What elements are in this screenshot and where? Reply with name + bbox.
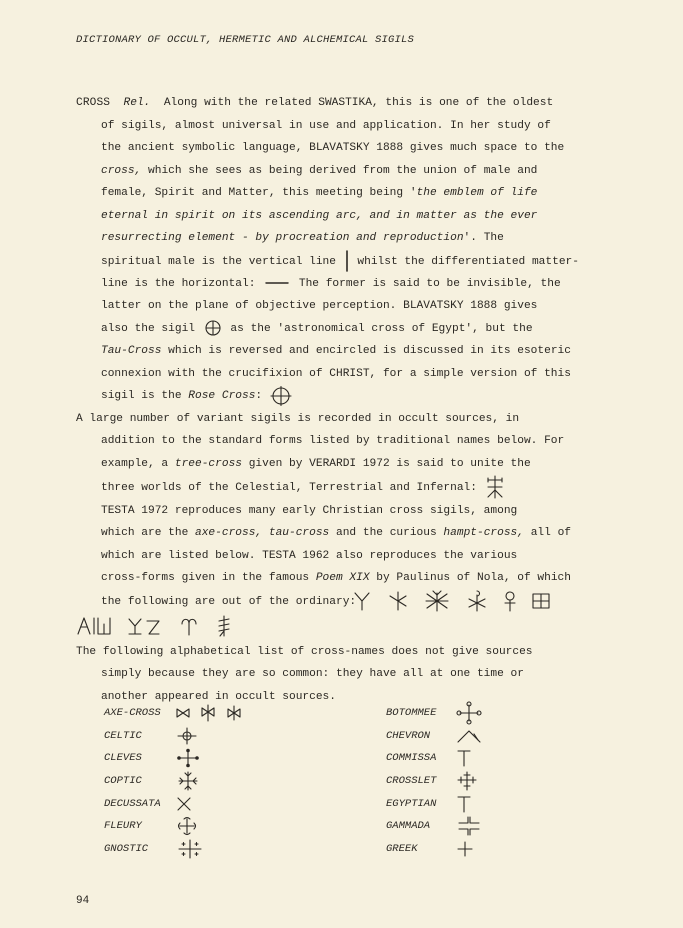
yz-cross-sigil-icon — [127, 616, 163, 636]
list-item: FLEURY — [104, 815, 374, 838]
rose-cross-sigil-icon — [269, 386, 293, 406]
paragraph-cross-list-intro: The following alphabetical list of cross-names does not give sources simply because they are so common: they have all at one time or another appeared in occult sources. — [76, 645, 533, 703]
botommee-cross-sigil-icon — [456, 701, 482, 725]
chevron-cross-sigil-icon — [456, 728, 482, 744]
greek-cross-sigil-icon — [456, 840, 474, 858]
egyptian-cross-sigil-icon — [456, 795, 472, 813]
crosslet-cross-sigil-icon — [456, 771, 478, 791]
list-item: COPTIC — [104, 770, 374, 793]
axe-cross-sigil-icon — [176, 706, 190, 720]
list-item: BOTOMMEE — [386, 702, 636, 725]
horizontal-line-sigil-icon — [262, 278, 292, 288]
list-item: EGYPTIAN — [386, 792, 636, 815]
staff-cross-sigil-icon — [387, 591, 409, 611]
gammada-cross-sigil-icon — [456, 815, 482, 837]
list-item: CROSSLET — [386, 770, 636, 793]
vertical-line-sigil-icon — [343, 250, 351, 272]
fork-cross-sigil-icon — [179, 616, 199, 636]
running-head: DICTIONARY OF OCCULT, HERMETIC AND ALCHEMICAL SIGILS — [76, 34, 415, 46]
list-item: GAMMADA — [386, 815, 636, 838]
axe-cross-variant2-sigil-icon — [226, 705, 242, 721]
fleury-cross-sigil-icon — [176, 816, 198, 836]
list-item: GNOSTIC — [104, 838, 374, 861]
axe-cross-variant-sigil-icon — [200, 704, 216, 722]
boxed-cross-sigil-icon — [531, 591, 551, 611]
entry-headword: CROSS — [76, 97, 111, 109]
commissa-cross-sigil-icon — [456, 749, 472, 767]
list-item: COMMISSA — [386, 747, 636, 770]
list-item: DECUSSATA — [104, 792, 374, 815]
alw-cross-sigil-icon — [76, 616, 112, 636]
page-number: 94 — [76, 895, 90, 907]
tree-cross-sigil-icon — [484, 475, 506, 499]
y-cross-sigil-icon — [352, 591, 372, 611]
coptic-cross-sigil-icon — [176, 770, 200, 792]
entry-category: Rel. — [123, 97, 151, 109]
list-item: GREEK — [386, 838, 636, 861]
celtic-cross-sigil-icon — [176, 727, 198, 745]
entry-cross: CROSS Rel. Along with the related SWASTIKA, this is one of the oldest of sigils, almost universal in use and application. In her study of the ancient symbolic language, BLAVATSKY 1888 gives much space to the cross, which she sees as being derived from the union of male and female, Spirit and Matter, this meeting being 'the emblem of life eternal in spirit on its ascending arc, and in matter as the ever resurrecting element - by procreation and reproduction'. The spiritual male is the vertical line whilst the differentiated matter- line is the horizontal: The former is said to be invisible, the latter on the plane of objective perception. BLAVATSKY 1888 gives also the sigil as the 'astronomical cross of Egypt', but the Tau-Cross which is reversed and encircled is discussed in its esoteric connexion with the crucifixion of CHRIST, for a simple version of this sigil is the Rose Cross: — [76, 92, 646, 408]
paragraph-variants: A large number of variant sigils is recorded in occult sources, in addition to the standard forms listed by traditional names below. For example, a tree-cross given by VERARDI 1972 is said to unite the three worlds of the Celestial, Terrestrial and Infernal: TESTA 1972 reproduces many early Christian cross sigils, among which are the axe-cross, tau-cross and the curious hampt-cross, all of which are listed below. TESTA 1962 also reproduces the various cross-forms given in the famous Poem XIX by Paulinus of Nola, of which the following are out of the ordinary: — [76, 408, 646, 639]
list-item: CLEVES — [104, 747, 374, 770]
rho-cross-sigil-icon — [466, 590, 488, 612]
cross-list-left-column — [104, 702, 374, 860]
astronomical-cross-sigil-icon — [202, 318, 224, 338]
cleves-cross-sigil-icon — [176, 748, 200, 768]
gnostic-cross-sigil-icon — [176, 839, 204, 859]
main-text — [76, 92, 646, 708]
list-item: CHEVRON — [386, 725, 636, 748]
poem-xix-sigils — [377, 590, 552, 613]
list-item: CELTIC — [104, 725, 374, 748]
decussata-cross-sigil-icon — [176, 796, 192, 812]
hampt-cross-sigil-icon — [503, 590, 517, 612]
cross-list-right-column — [386, 702, 636, 860]
poem-xix-sigils-line2 — [101, 615, 232, 638]
branch-cross-sigil-icon — [216, 615, 232, 637]
starburst-cross-sigil-icon — [423, 590, 451, 612]
list-item: AXE-CROSS — [104, 702, 374, 725]
